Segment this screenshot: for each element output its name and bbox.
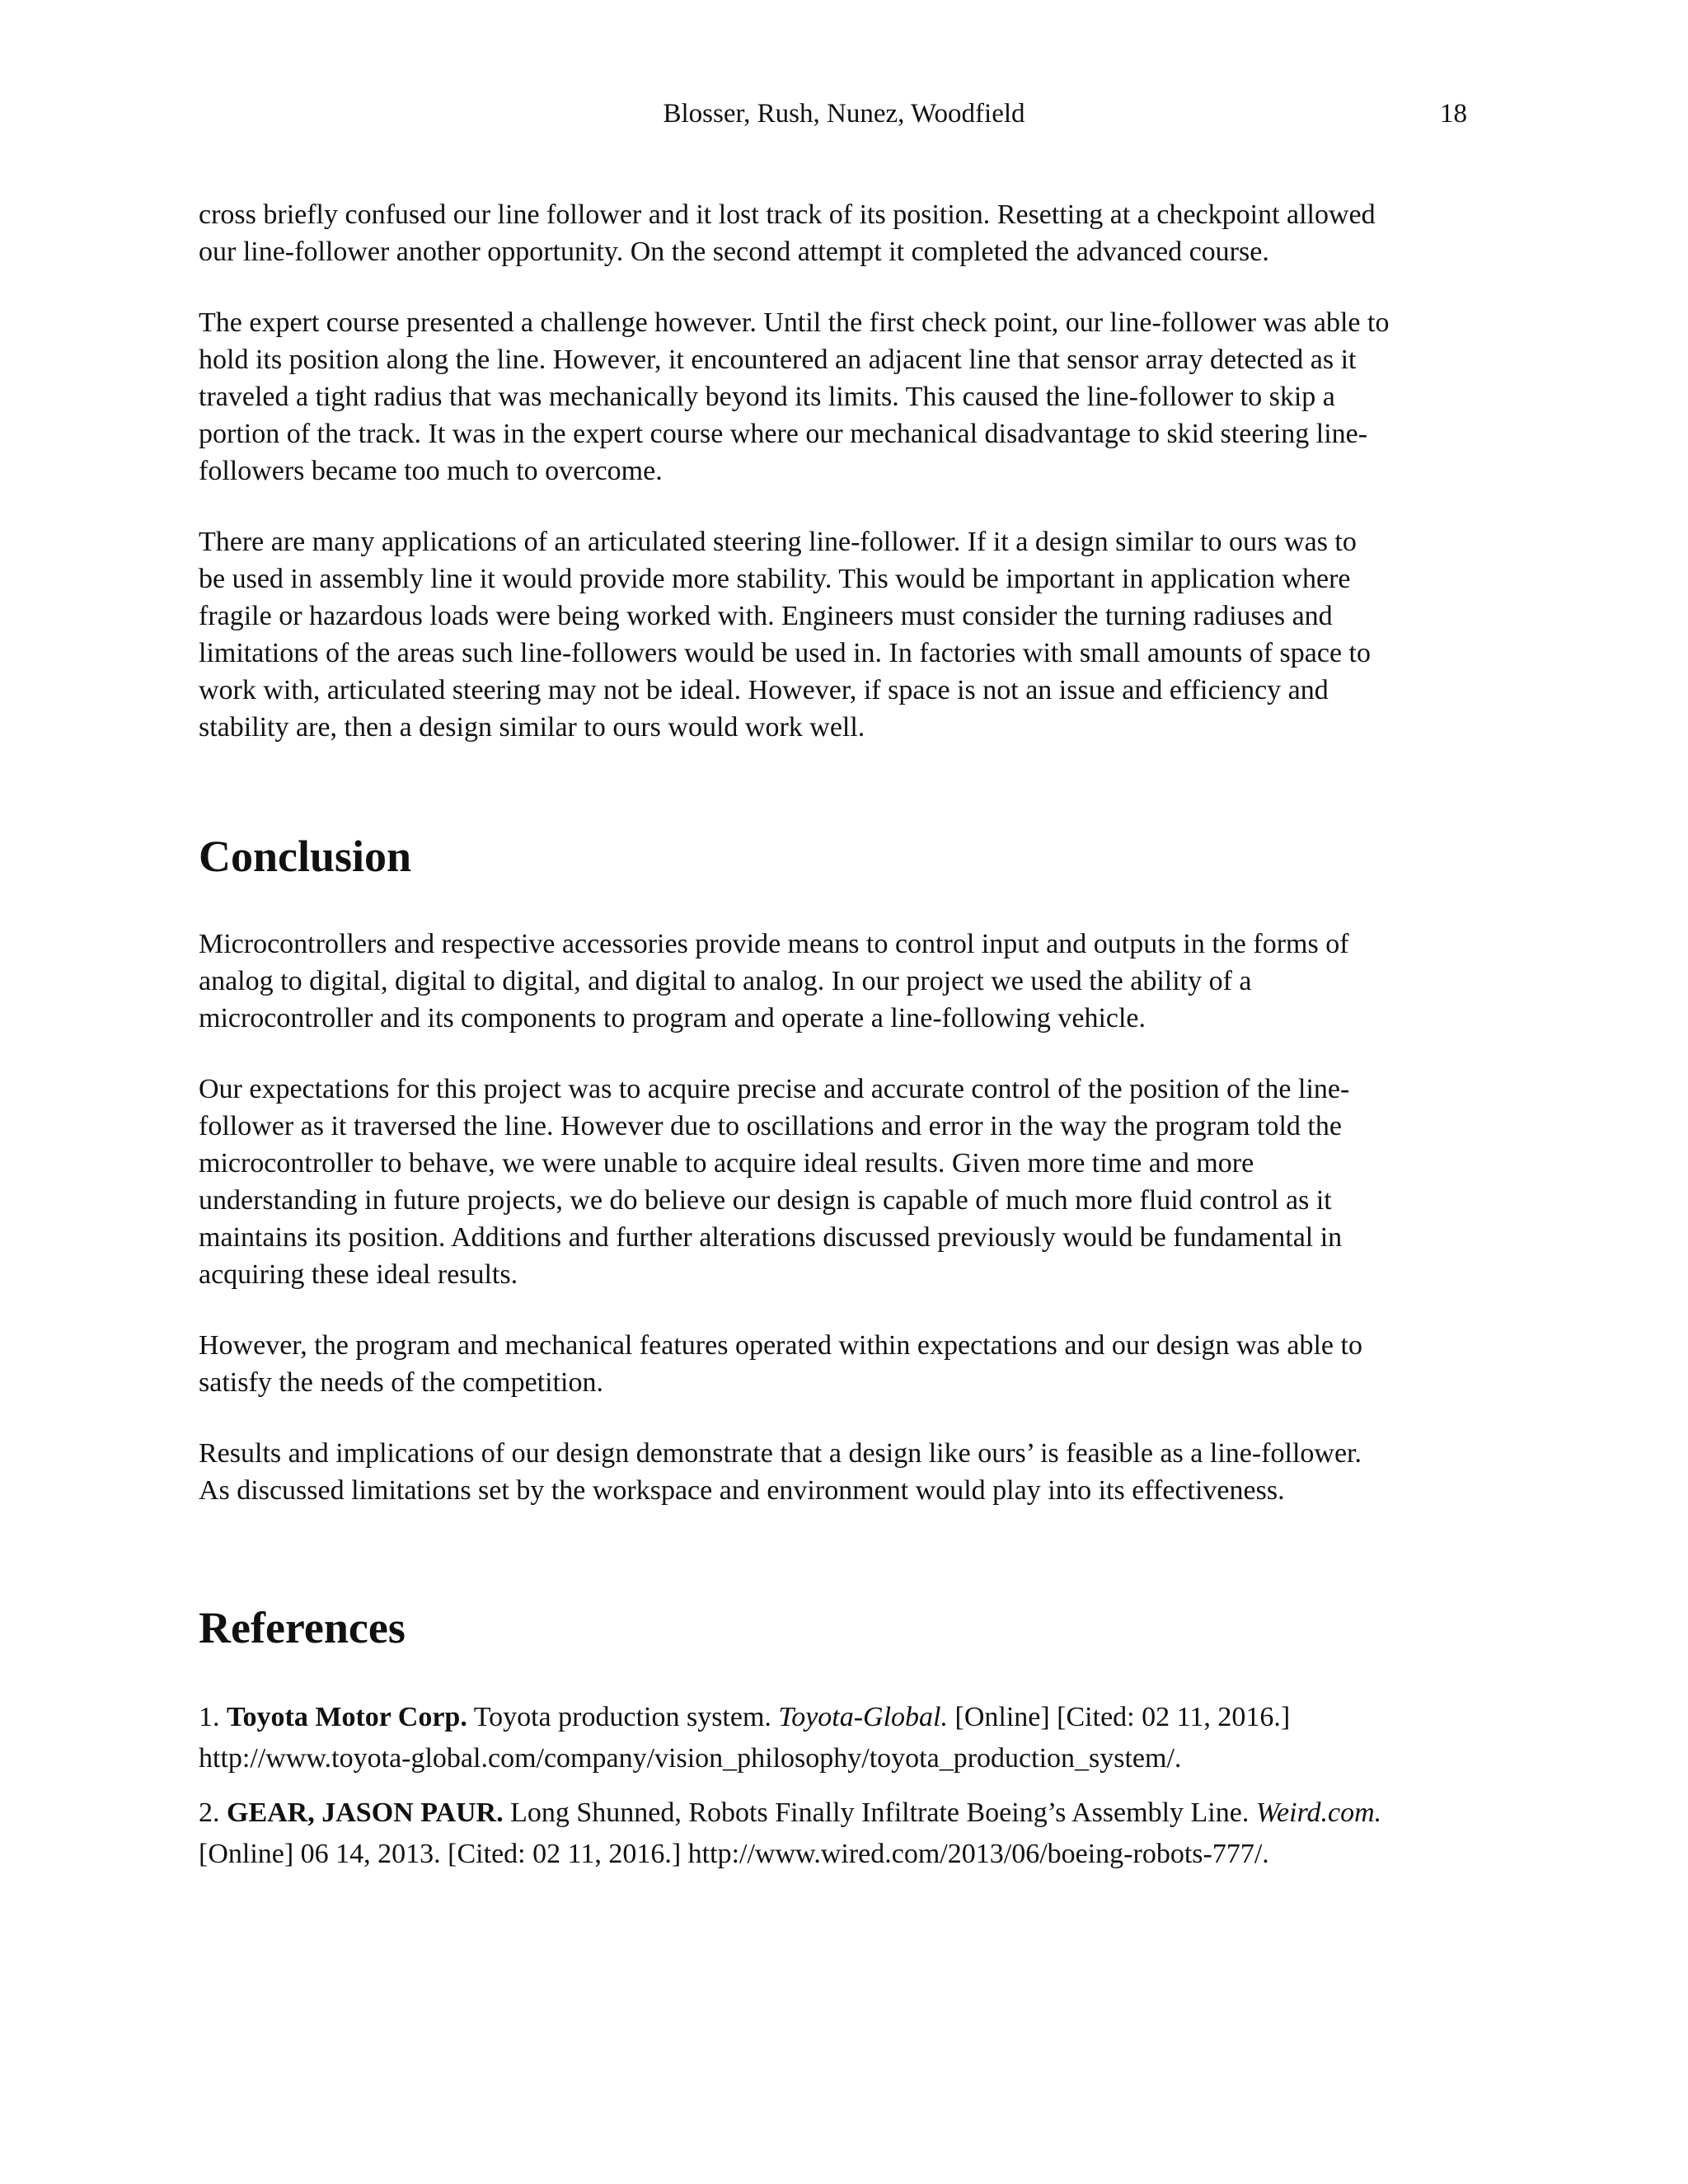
text-line: acquiring these ideal results. <box>199 1259 518 1290</box>
paragraph-applications <box>199 523 1495 746</box>
text-line: cross briefly confused our line follower and it lost track of its position. Resetting at a checkpoint allowed <box>199 199 1376 230</box>
text-line: limitations of the areas such line-followers would be used in. In factories with small amounts of space to <box>199 638 1371 668</box>
paragraph-expert-course <box>199 304 1495 490</box>
text-line: portion of the track. It was in the expert course where our mechanical disadvantage to skid steering line- <box>199 419 1368 449</box>
header-authors: Blosser, Rush, Nunez, Woodfield <box>663 99 1025 129</box>
reference-title: Toyota production system. <box>473 1702 771 1732</box>
text-line: understanding in future projects, we do believe our design is capable of much more fluid control as it <box>199 1185 1332 1216</box>
reference-item-2 <box>199 1793 1495 1875</box>
reference-author: Toyota Motor Corp. <box>227 1702 467 1732</box>
paragraph-continued <box>199 196 1495 270</box>
text-line: hold its position along the line. However, it encountered an adjacent line that sensor array detected as it <box>199 344 1357 375</box>
text-line: satisfy the needs of the competition. <box>199 1367 603 1398</box>
conclusion-paragraph-1 <box>199 926 1495 1037</box>
reference-item-1 <box>199 1697 1495 1779</box>
text-line: However, the program and mechanical features operated within expectations and our design was able to <box>199 1330 1362 1361</box>
reference-source: Toyota-Global. <box>778 1702 948 1732</box>
text-line: Results and implications of our design demonstrate that a design like ours’ is feasible as a line-follower. <box>199 1438 1362 1469</box>
text-line: fragile or hazardous loads were being worked with. Engineers must consider the turning radiuses and <box>199 601 1333 631</box>
text-line: followers became too much to overcome. <box>199 456 663 486</box>
reference-number: 1. <box>199 1702 220 1732</box>
text-line: be used in assembly line it would provide more stability. This would be important in application where <box>199 564 1351 594</box>
text-line: Microcontrollers and respective accessories provide means to control input and outputs in the forms of <box>199 929 1349 959</box>
page-body <box>199 196 1495 1875</box>
text-line: The expert course presented a challenge however. Until the first check point, our line-follower was able to <box>199 307 1390 338</box>
text-line: There are many applications of an articulated steering line-follower. If it a design similar to ours was to <box>199 527 1357 557</box>
reference-details: [Online] [Cited: 02 11, 2016.] <box>954 1702 1291 1732</box>
page-number: 18 <box>1440 99 1467 129</box>
conclusion-paragraph-3 <box>199 1327 1495 1401</box>
text-line: microcontroller and its components to program and operate a line-following vehicle. <box>199 1003 1146 1033</box>
conclusion-paragraph-2 <box>199 1071 1495 1293</box>
text-line: As discussed limitations set by the workspace and environment would play into its effectiveness. <box>199 1475 1285 1506</box>
text-line: analog to digital, digital to digital, and digital to analog. In our project we used the ability of a <box>199 966 1252 996</box>
reference-author: GEAR, JASON PAUR. <box>227 1797 504 1828</box>
text-line: work with, articulated steering may not be ideal. However, if space is not an issue and efficiency and <box>199 675 1329 705</box>
reference-url[interactable]: http://www.toyota-global.com/company/vision_philosophy/toyota_production_system/. <box>199 1743 1182 1774</box>
text-line: our line-follower another opportunity. On the second attempt it completed the advanced course. <box>199 237 1269 267</box>
text-line: microcontroller to behave, we were unable to acquire ideal results. Given more time and more <box>199 1148 1254 1179</box>
references-heading: References <box>199 1603 406 1652</box>
reference-details: [Online] 06 14, 2013. [Cited: 02 11, 2016.] http://www.wired.com/2013/06/boeing-robots-777/. <box>199 1839 1269 1869</box>
text-line: traveled a tight radius that was mechanically beyond its limits. This caused the line-follower to skip a <box>199 382 1335 412</box>
text-line: follower as it traversed the line. However due to oscillations and error in the way the program told the <box>199 1111 1342 1141</box>
reference-title: Long Shunned, Robots Finally Infiltrate Boeing’s Assembly Line. <box>510 1797 1250 1828</box>
text-line: stability are, then a design similar to ours would work well. <box>199 712 865 743</box>
conclusion-paragraph-4 <box>199 1435 1495 1509</box>
conclusion-heading: Conclusion <box>199 832 412 881</box>
text-line: Our expectations for this project was to acquire precise and accurate control of the position of the line- <box>199 1074 1350 1104</box>
text-line: maintains its position. Additions and further alterations discussed previously would be fundamental in <box>199 1222 1343 1253</box>
reference-number: 2. <box>199 1797 220 1828</box>
reference-source: Weird.com. <box>1255 1797 1382 1828</box>
